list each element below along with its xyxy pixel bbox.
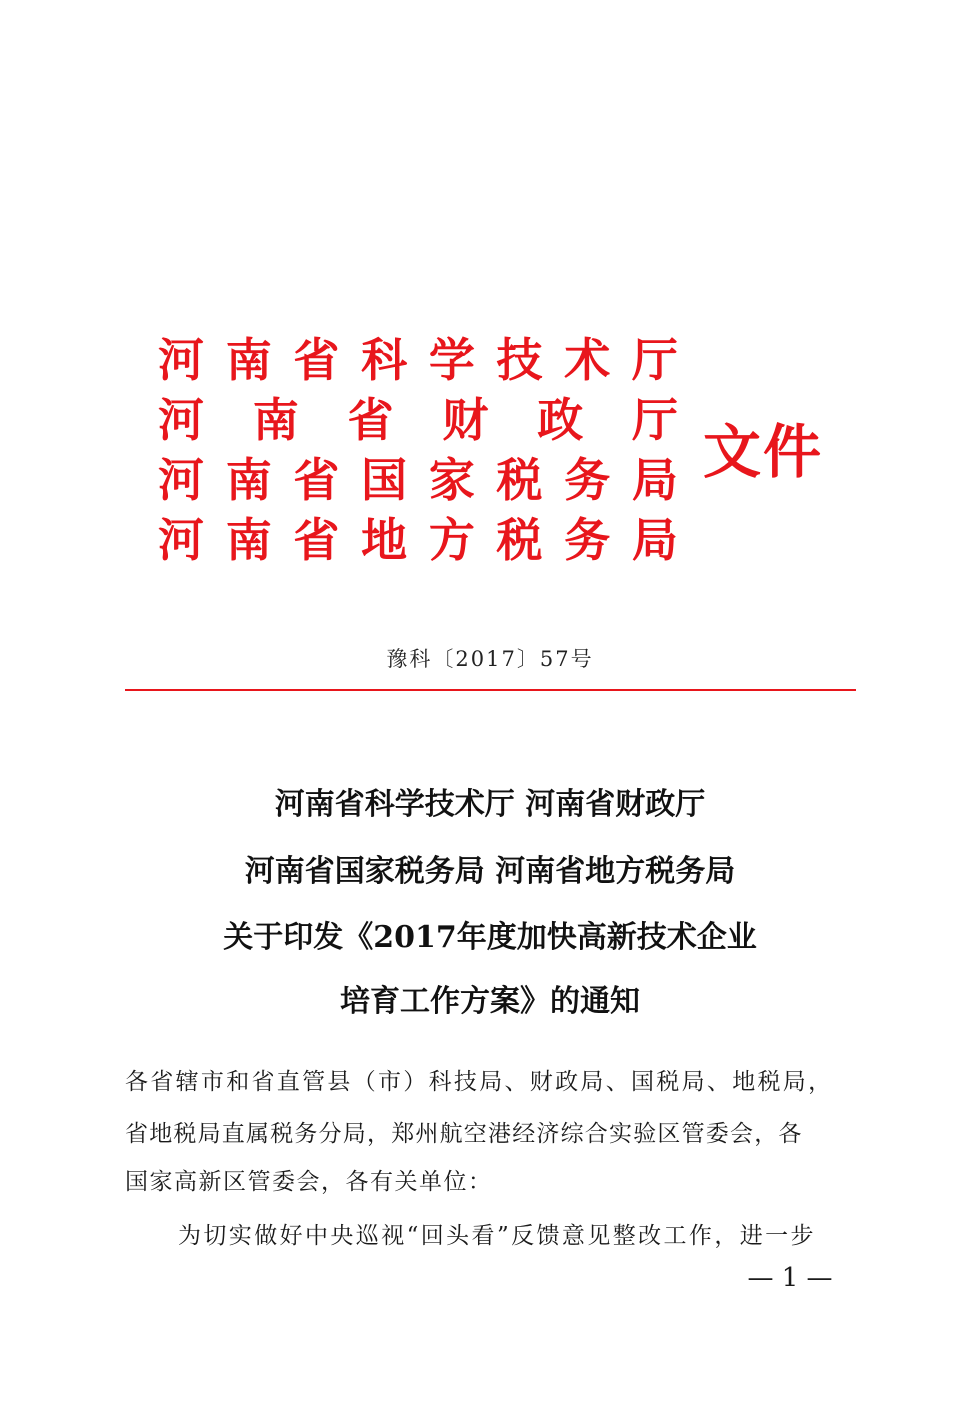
issuer-char: 科 bbox=[361, 333, 408, 387]
issuer-char: 南 bbox=[225, 513, 272, 567]
issuer-char: 务 bbox=[564, 453, 611, 507]
document-number: 豫科〔2017〕57号 bbox=[386, 647, 594, 671]
body-line: 省地税局直属税务分局，郑州航空港经济综合实验区管委会，各 bbox=[125, 1121, 803, 1147]
issuer-char: 税 bbox=[496, 453, 543, 507]
issuer-char: 厅 bbox=[631, 393, 678, 447]
issuer-char: 南 bbox=[225, 453, 272, 507]
title-line: 河南省科学技术厅 河南省财政厅 bbox=[274, 787, 706, 822]
issuer-char: 地 bbox=[361, 513, 408, 567]
issuer-char: 河 bbox=[158, 333, 204, 387]
issuer-line-science-department bbox=[158, 332, 678, 388]
red-divider-line bbox=[125, 689, 856, 691]
issuer-char: 南 bbox=[252, 393, 299, 447]
issuer-char: 政 bbox=[537, 393, 584, 447]
body-line: 国家高新区管委会，各有关单位： bbox=[125, 1169, 493, 1195]
issuer-char: 方 bbox=[428, 513, 475, 567]
issuer-char: 河 bbox=[158, 453, 204, 507]
issuer-line-local-tax-bureau bbox=[158, 512, 678, 568]
issuer-char: 省 bbox=[293, 513, 340, 567]
issuer-char: 国 bbox=[361, 453, 408, 507]
issuer-char: 局 bbox=[631, 513, 678, 567]
issuer-char: 技 bbox=[496, 333, 543, 387]
issuer-char: 厅 bbox=[631, 333, 678, 387]
issuer-char: 税 bbox=[496, 513, 543, 567]
issuer-char: 河 bbox=[158, 513, 204, 567]
issuer-char: 南 bbox=[225, 333, 272, 387]
issuer-line-national-tax-bureau bbox=[158, 452, 678, 508]
issuer-char: 学 bbox=[428, 333, 475, 387]
document-header bbox=[158, 332, 838, 572]
title-line: 关于印发《2017年度加快高新技术企业 bbox=[223, 920, 757, 955]
issuer-char: 务 bbox=[564, 513, 611, 567]
body-line: 各省辖市和省直管县（市）科技局、财政局、国税局、地税局， bbox=[125, 1069, 834, 1095]
issuer-char: 家 bbox=[428, 453, 475, 507]
issuer-char: 省 bbox=[293, 453, 340, 507]
issuer-char: 省 bbox=[293, 333, 340, 387]
issuer-char: 河 bbox=[158, 393, 204, 447]
title-line: 河南省国家税务局 河南省地方税务局 bbox=[244, 854, 736, 889]
issuer-line-finance-department bbox=[158, 392, 678, 448]
title-line: 培育工作方案》的通知 bbox=[340, 984, 640, 1019]
issuer-char: 局 bbox=[631, 453, 678, 507]
body-line: 为切实做好中央巡视“回头看”反馈意见整改工作，进一步 bbox=[178, 1223, 816, 1249]
issuer-char: 财 bbox=[442, 393, 489, 447]
issuer-char: 术 bbox=[564, 333, 611, 387]
page-number: — 1 — bbox=[747, 1263, 833, 1293]
issuer-char: 省 bbox=[347, 393, 394, 447]
doc-type-label: 文件 bbox=[703, 418, 824, 486]
